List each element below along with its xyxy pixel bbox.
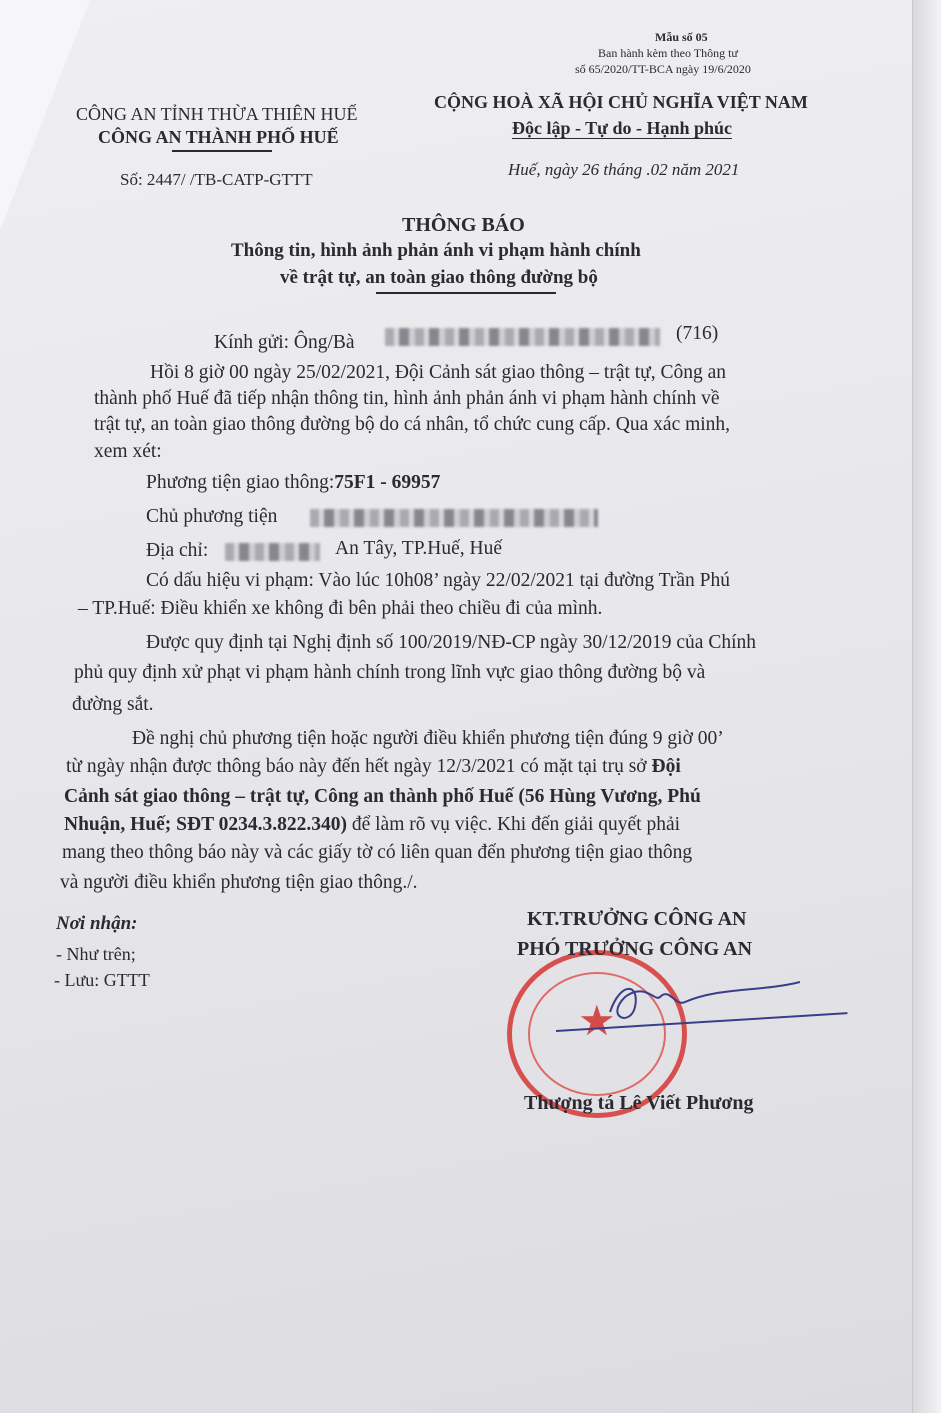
paragraph-1-line: xem xét: [94, 441, 162, 462]
title-underline [376, 292, 556, 294]
vehicle-label: Phương tiện giao thông: [146, 472, 335, 493]
regulation-line: Được quy định tại Nghị định số 100/2019/NĐ-CP ngày 30/12/2019 của Chính [146, 632, 757, 653]
request-line: Đề nghị chủ phương tiện hoặc người điều khiển phương tiện đúng 9 giờ 00’ [132, 728, 724, 749]
request-line: mang theo thông báo này và các giấy tờ có liên quan đến phương tiện giao thông [62, 842, 693, 863]
vehicle-plate: 75F1 - 69957 [334, 472, 441, 493]
doc-number: Số: 2447/ /TB-CATP-GTTT [120, 170, 313, 189]
recipients-item: - Lưu: GTTT [54, 970, 150, 990]
handwritten-signature [600, 972, 860, 1032]
signer-title-1: KT.TRƯỞNG CÔNG AN [527, 908, 747, 930]
form-issued-with: Ban hành kèm theo Thông tư [598, 46, 738, 60]
request-line-2 [66, 756, 681, 778]
agency-unit: CÔNG AN THÀNH PHỐ HUẾ [98, 127, 339, 147]
request-line-4 [64, 814, 680, 836]
request-line: và người điều khiển phương tiện giao thông./. [60, 872, 418, 893]
paragraph-1-line: Hồi 8 giờ 00 ngày 25/02/2021, Đội Cảnh sát giao thông – trật tự, Công an [150, 362, 727, 383]
paragraph-1-line: trật tự, an toàn giao thông đường bộ do cá nhân, tổ chức cung cấp. Qua xác minh, [94, 414, 731, 435]
paragraph-1-line: thành phố Huế đã tiếp nhận thông tin, hình ảnh phản ánh vi phạm hành chính về [94, 388, 720, 409]
owner-label: Chủ phương tiện [146, 506, 278, 527]
redacted-address [225, 543, 320, 561]
signer-name: Thượng tá Lê Viết Phương [524, 1092, 754, 1114]
request-line-4b: để làm rõ vụ việc. Khi đến giải quyết phải [346, 814, 681, 835]
vehicle-row [146, 472, 440, 494]
agency-underline [172, 150, 272, 152]
signer-title-2: PHÓ TRƯỞNG CÔNG AN [517, 938, 753, 960]
title-line-1: Thông tin, hình ảnh phản ánh vi phạm hành chính [231, 240, 641, 261]
regulation-line: đường sắt. [72, 694, 154, 715]
seal-star-icon: ★ [578, 999, 616, 1045]
form-circular: số 65/2020/TT-BCA ngày 19/6/2020 [575, 62, 751, 76]
redacted-owner-name [310, 509, 598, 527]
recipients-heading: Nơi nhận: [56, 913, 138, 934]
recipients-item: - Như trên; [56, 944, 136, 964]
request-line-4a: Nhuận, Huế; SĐT 0234.3.822.340) [64, 814, 347, 835]
nation-motto-wrap [512, 118, 732, 139]
document-title: THÔNG BÁO [402, 214, 525, 236]
violation-line: – TP.Huế: Điều khiển xe không đi bên phải theo chiều đi của mình. [78, 598, 603, 619]
address-label: Địa chỉ: [146, 540, 209, 561]
recipient-suffix: (716) [676, 323, 719, 344]
request-line-2a: từ ngày nhận được thông báo này đến hết ngày 12/3/2021 có mặt tại trụ sở [66, 756, 652, 777]
redacted-recipient-name [385, 328, 660, 346]
request-line: Cảnh sát giao thông – trật tự, Công an thành phố Huế (56 Hùng Vương, Phú [64, 786, 701, 807]
violation-line: Có dấu hiệu vi phạm: Vào lúc 10h08’ ngày 22/02/2021 tại đường Trần Phú [146, 570, 731, 591]
agency-parent: CÔNG AN TỈNH THỪA THIÊN HUẾ [76, 104, 358, 124]
nation-name: CỘNG HOÀ XÃ HỘI CHỦ NGHĨA VIỆT NAM [434, 92, 808, 112]
regulation-line: phủ quy định xử phạt vi phạm hành chính trong lĩnh vực giao thông đường bộ và [74, 662, 706, 683]
request-line-2b: Đội [651, 756, 681, 777]
form-number: Mẫu số 05 [655, 30, 708, 44]
nation-motto: Độc lập - Tự do - Hạnh phúc [512, 118, 733, 138]
title-line-2: về trật tự, an toàn giao thông đường bộ [280, 267, 598, 288]
page-edge [912, 0, 941, 1413]
recipient-label: Kính gửi: Ông/Bà [214, 332, 355, 353]
place-date: Huế, ngày 26 tháng .02 năm 2021 [508, 160, 740, 179]
address-visible: An Tây, TP.Huế, Huế [335, 538, 502, 559]
